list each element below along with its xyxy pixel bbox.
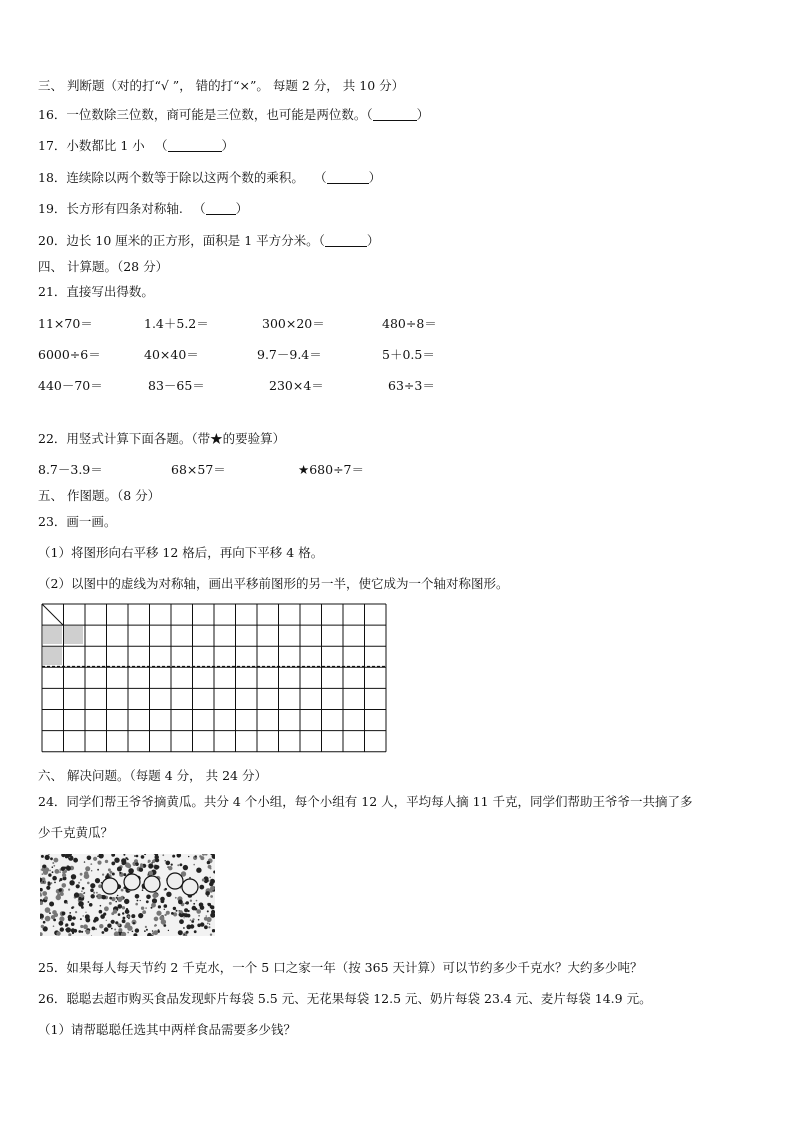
calc-item: 6000÷6＝ [38, 347, 101, 362]
question-18-text: 18．连续除以两个数等于除以这两个数的乘积。 （ [38, 170, 327, 185]
question-19-text: 19．长方形有四条对称轴. （ [38, 201, 206, 216]
calc-item: 11×70＝ [38, 316, 93, 331]
square-grid[interactable] [41, 603, 389, 757]
section-5-heading: 五、 作图题。（8 分） [38, 488, 161, 503]
question-22: 22．用竖式计算下面各题。（带★的要验算） [38, 431, 286, 446]
question-19-close: ） [235, 201, 249, 216]
section-3-heading: 三、 判断题（对的打“√ ”， 错的打“×”。 每题 2 分， 共 10 分） [38, 78, 405, 93]
question-18 [38, 168, 381, 186]
question-24-line-1: 24．同学们帮王爷爷摘黄瓜。共分 4 个小组，每个小组有 12 人，平均每人摘 11 千克，同学们帮助王爷爷一共摘了多 [38, 794, 693, 809]
question-17-close: ） [221, 138, 235, 153]
question-24-line-2: 少千克黄瓜？ [38, 825, 114, 840]
question-21: 21．直接写出得数。 [38, 284, 154, 299]
question-17 [38, 136, 234, 154]
question-23-part-1: （1）将图形向右平移 12 格后，再向下平移 4 格。 [38, 545, 324, 560]
question-16-close: ） [416, 107, 430, 122]
calc-item: 9.7－9.4＝ [257, 347, 322, 362]
answer-blank-18[interactable] [327, 171, 369, 184]
calc-item: 440－70＝ [38, 378, 103, 393]
question-19 [38, 199, 248, 217]
question-20 [38, 231, 379, 249]
question-25: 25．如果每人每天节约 2 千克水，一个 5 口之家一年（按 365 天计算）可以节约多少千克水？大约多少吨？ [38, 960, 643, 975]
question-23-part-2: （2）以图中的虚线为对称轴，画出平移前图形的另一半，使它成为一个轴对称图形。 [38, 576, 509, 591]
question-20-close: ） [366, 233, 380, 248]
vertical-calc-item: 8.7－3.9＝ [38, 462, 103, 477]
answer-blank-16[interactable] [373, 108, 417, 121]
question-26: 26．聪聪去超市购买食品发现虾片每袋 5.5 元、无花果每袋 12.5 元、奶片每袋 23.4 元、麦片每袋 14.9 元。 [38, 991, 652, 1006]
calc-item: 300×20＝ [262, 316, 325, 331]
calc-item: 83－65＝ [148, 378, 205, 393]
triangle-diagonal [42, 604, 63, 625]
grid-lines [42, 604, 386, 752]
question-16 [38, 105, 429, 123]
section-4-heading: 四、 计算题。（28 分） [38, 259, 169, 274]
calc-item: 63÷3＝ [388, 378, 435, 393]
answer-blank-19[interactable] [206, 202, 236, 215]
answer-blank-17[interactable] [168, 139, 222, 152]
question-16-text: 16．一位数除三位数，商可能是三位数，也可能是两位数。（ [38, 107, 373, 122]
question-23: 23．画一画。 [38, 514, 117, 529]
answer-blank-20[interactable] [325, 234, 367, 247]
question-26-part-1: （1）请帮聪聪任选其中两样食品需要多少钱？ [38, 1022, 296, 1037]
calc-item: 480÷8＝ [382, 316, 437, 331]
question-20-text: 20．边长 10 厘米的正方形，面积是 1 平方分米。（ [38, 233, 325, 248]
vertical-calc-item: ★680÷7＝ [298, 462, 364, 477]
section-6-heading: 六、 解决问题。（每题 4 分， 共 24 分） [38, 768, 267, 783]
children-picking-cucumbers-photo [40, 854, 215, 936]
question-17-text: 17．小数都比 1 小 （ [38, 138, 168, 153]
calc-item: 1.4＋5.2＝ [144, 316, 209, 331]
vertical-calc-item: 68×57＝ [171, 462, 226, 477]
calc-item: 40×40＝ [144, 347, 199, 362]
calc-item: 230×4＝ [269, 378, 324, 393]
question-18-close: ） [368, 170, 382, 185]
calc-item: 5＋0.5＝ [382, 347, 435, 362]
